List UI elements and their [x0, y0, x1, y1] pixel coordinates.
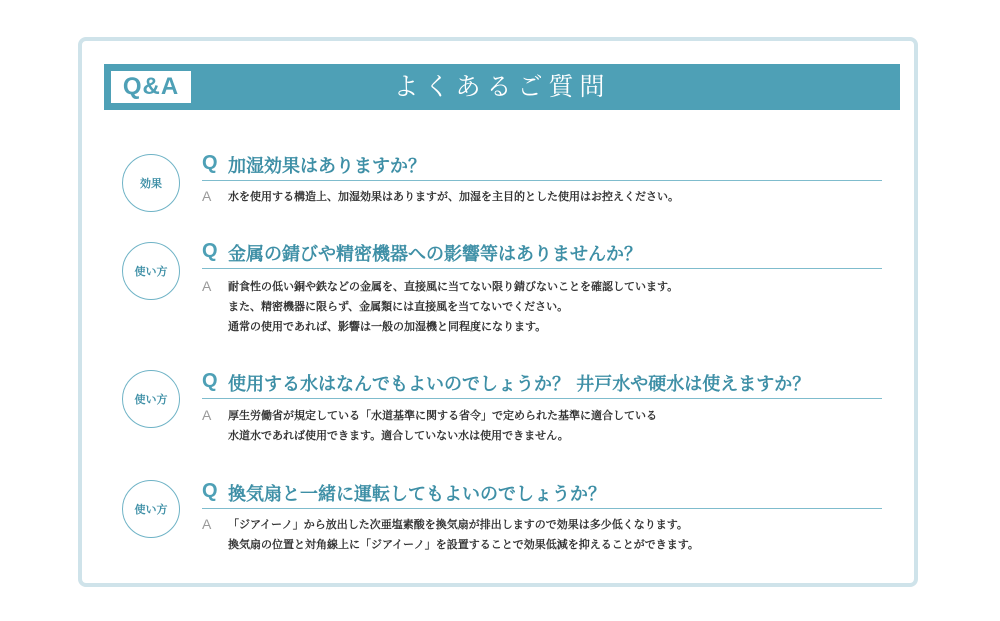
question-mark: Q [202, 152, 218, 174]
answer-line: 通常の使用であれば、影響は一般の加湿機と同程度になります。 [228, 320, 547, 333]
answer-mark: A [202, 188, 212, 204]
answer-line: 「ジアイーノ」から放出した次亜塩素酸を換気扇が排出しますので効果は多少低くなります。 [228, 518, 688, 531]
qa-badge: Q&A [111, 71, 191, 103]
qa-header [104, 64, 900, 110]
answer-text [228, 515, 868, 555]
question-text: 換気扇と一緒に運転してもよいのでしょうか？ [228, 484, 606, 505]
answer-line: 厚生労働省が規定している「水道基準に関する省令」で定められた基準に適合している [228, 409, 657, 422]
category-tag: 使い方 [122, 370, 180, 428]
category-tag: 使い方 [122, 480, 180, 538]
qa-item [122, 368, 882, 448]
question-text: 使用する水はなんでもよいのでしょうか？ 井戸水や硬水は使えますか？ [228, 374, 811, 395]
answer-line: 耐食性の低い銅や鉄などの金属を、直接風に当てない限り錆びないことを確認しています。 [228, 280, 679, 293]
answer-mark: A [202, 407, 212, 423]
category-tag: 効果 [122, 154, 180, 212]
answer-line: 水道水であれば使用できます。適合していない水は使用できません。 [228, 429, 569, 442]
question-row [202, 150, 882, 181]
page-title: よくあるご質問 [393, 72, 611, 101]
qa-item [122, 150, 882, 210]
question-text: 加湿効果はありますか？ [228, 156, 426, 177]
answer-text [228, 406, 868, 446]
answer-mark: A [202, 278, 212, 294]
answer-text [228, 277, 868, 337]
question-row [202, 368, 882, 399]
question-row [202, 238, 882, 269]
category-tag: 使い方 [122, 242, 180, 300]
question-row [202, 478, 882, 509]
answer-line: 水を使用する構造上、加湿効果はありますが、加湿を主目的とした使用はお控えください。 [228, 190, 679, 203]
answer-mark: A [202, 516, 212, 532]
answer-text [228, 187, 868, 207]
answer-line: また、精密機器に限らず、金属類には直接風を当てないでください。 [228, 300, 569, 313]
question-mark: Q [202, 370, 218, 392]
question-text: 金属の錆びや精密機器への影響等はありませんか？ [228, 244, 642, 265]
qa-item [122, 238, 882, 338]
answer-line: 換気扇の位置と対角線上に「ジアイーノ」を設置することで効果低減を抑えることができます。 [228, 538, 699, 551]
question-mark: Q [202, 480, 218, 502]
qa-item [122, 478, 882, 558]
question-mark: Q [202, 240, 218, 262]
